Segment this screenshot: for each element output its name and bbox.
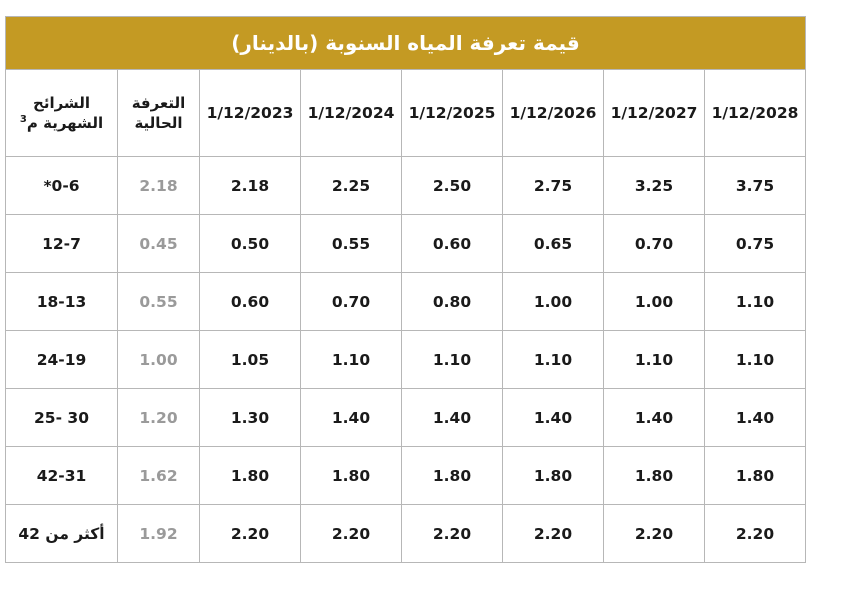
cell-2028: 3.75 xyxy=(705,157,806,215)
cell-2025: 1.10 xyxy=(402,331,503,389)
cell-2027: 1.00 xyxy=(604,273,705,331)
cell-2024: 1.10 xyxy=(301,331,402,389)
cell-2027: 2.20 xyxy=(604,505,705,563)
cell-2023: 2.20 xyxy=(200,505,301,563)
cell-2023: 0.60 xyxy=(200,273,301,331)
cell-2028: 2.20 xyxy=(705,505,806,563)
cell-slice: أكثر من 42 xyxy=(6,505,118,563)
cell-2027: 1.40 xyxy=(604,389,705,447)
cell-current-tariff: 1.00 xyxy=(118,331,200,389)
cell-2024: 0.55 xyxy=(301,215,402,273)
cell-2024: 1.40 xyxy=(301,389,402,447)
column-header-year-2025: 1/12/2025 xyxy=(402,70,503,157)
cell-2025: 2.20 xyxy=(402,505,503,563)
cell-slice: 42-31 xyxy=(6,447,118,505)
cell-2027: 1.80 xyxy=(604,447,705,505)
cubic-meter-superscript: 3 xyxy=(19,114,27,125)
cell-current-tariff: 1.20 xyxy=(118,389,200,447)
cell-2026: 1.00 xyxy=(503,273,604,331)
cell-2028: 1.40 xyxy=(705,389,806,447)
column-header-year-2024: 1/12/2024 xyxy=(301,70,402,157)
cell-2028: 1.10 xyxy=(705,273,806,331)
column-header-monthly-slices-text: الشرائح الشهرية م xyxy=(26,93,104,132)
tariff-table-container xyxy=(6,16,806,563)
cell-current-tariff: 0.55 xyxy=(118,273,200,331)
cell-2026: 2.75 xyxy=(503,157,604,215)
cell-2023: 1.30 xyxy=(200,389,301,447)
water-tariff-table xyxy=(5,16,806,563)
table-row xyxy=(6,273,806,331)
cell-slice: 30 -25 xyxy=(6,389,118,447)
column-header-current-tariff: التعرفة الحالية xyxy=(118,70,200,157)
cell-current-tariff: 2.18 xyxy=(118,157,200,215)
cell-slice: 24-19 xyxy=(6,331,118,389)
cell-2027: 0.70 xyxy=(604,215,705,273)
cell-2024: 0.70 xyxy=(301,273,402,331)
cell-2027: 3.25 xyxy=(604,157,705,215)
cell-current-tariff: 1.62 xyxy=(118,447,200,505)
column-header-monthly-slices xyxy=(6,70,118,157)
page-title: قيمة تعرفة المياه السنوبة (بالدينار) xyxy=(6,17,806,70)
cell-2025: 1.40 xyxy=(402,389,503,447)
cell-slice: 18-13 xyxy=(6,273,118,331)
cell-2026: 1.80 xyxy=(503,447,604,505)
cell-2028: 1.80 xyxy=(705,447,806,505)
cell-2023: 1.80 xyxy=(200,447,301,505)
column-header-year-2026: 1/12/2026 xyxy=(503,70,604,157)
table-row xyxy=(6,215,806,273)
cell-2025: 1.80 xyxy=(402,447,503,505)
cell-2025: 0.80 xyxy=(402,273,503,331)
cell-2026: 1.40 xyxy=(503,389,604,447)
cell-2027: 1.10 xyxy=(604,331,705,389)
cell-2028: 1.10 xyxy=(705,331,806,389)
table-row xyxy=(6,505,806,563)
table-row xyxy=(6,447,806,505)
cell-2028: 0.75 xyxy=(705,215,806,273)
page-bottom-margin xyxy=(0,570,850,605)
table-row xyxy=(6,389,806,447)
cell-slice: 0-6* xyxy=(6,157,118,215)
column-header-year-2027: 1/12/2027 xyxy=(604,70,705,157)
table-row xyxy=(6,157,806,215)
cell-2025: 2.50 xyxy=(402,157,503,215)
cell-2024: 1.80 xyxy=(301,447,402,505)
cell-2026: 0.65 xyxy=(503,215,604,273)
table-row xyxy=(6,331,806,389)
cell-2023: 2.18 xyxy=(200,157,301,215)
cell-2024: 2.25 xyxy=(301,157,402,215)
column-header-year-2023: 1/12/2023 xyxy=(200,70,301,157)
cell-2026: 1.10 xyxy=(503,331,604,389)
cell-2023: 1.05 xyxy=(200,331,301,389)
cell-current-tariff: 0.45 xyxy=(118,215,200,273)
cell-current-tariff: 1.92 xyxy=(118,505,200,563)
cell-2023: 0.50 xyxy=(200,215,301,273)
cell-2026: 2.20 xyxy=(503,505,604,563)
table-header-row xyxy=(6,70,806,157)
column-header-year-2028: 1/12/2028 xyxy=(705,70,806,157)
cell-slice: 12-7 xyxy=(6,215,118,273)
table-title-row xyxy=(6,17,806,70)
cell-2025: 0.60 xyxy=(402,215,503,273)
cell-2024: 2.20 xyxy=(301,505,402,563)
